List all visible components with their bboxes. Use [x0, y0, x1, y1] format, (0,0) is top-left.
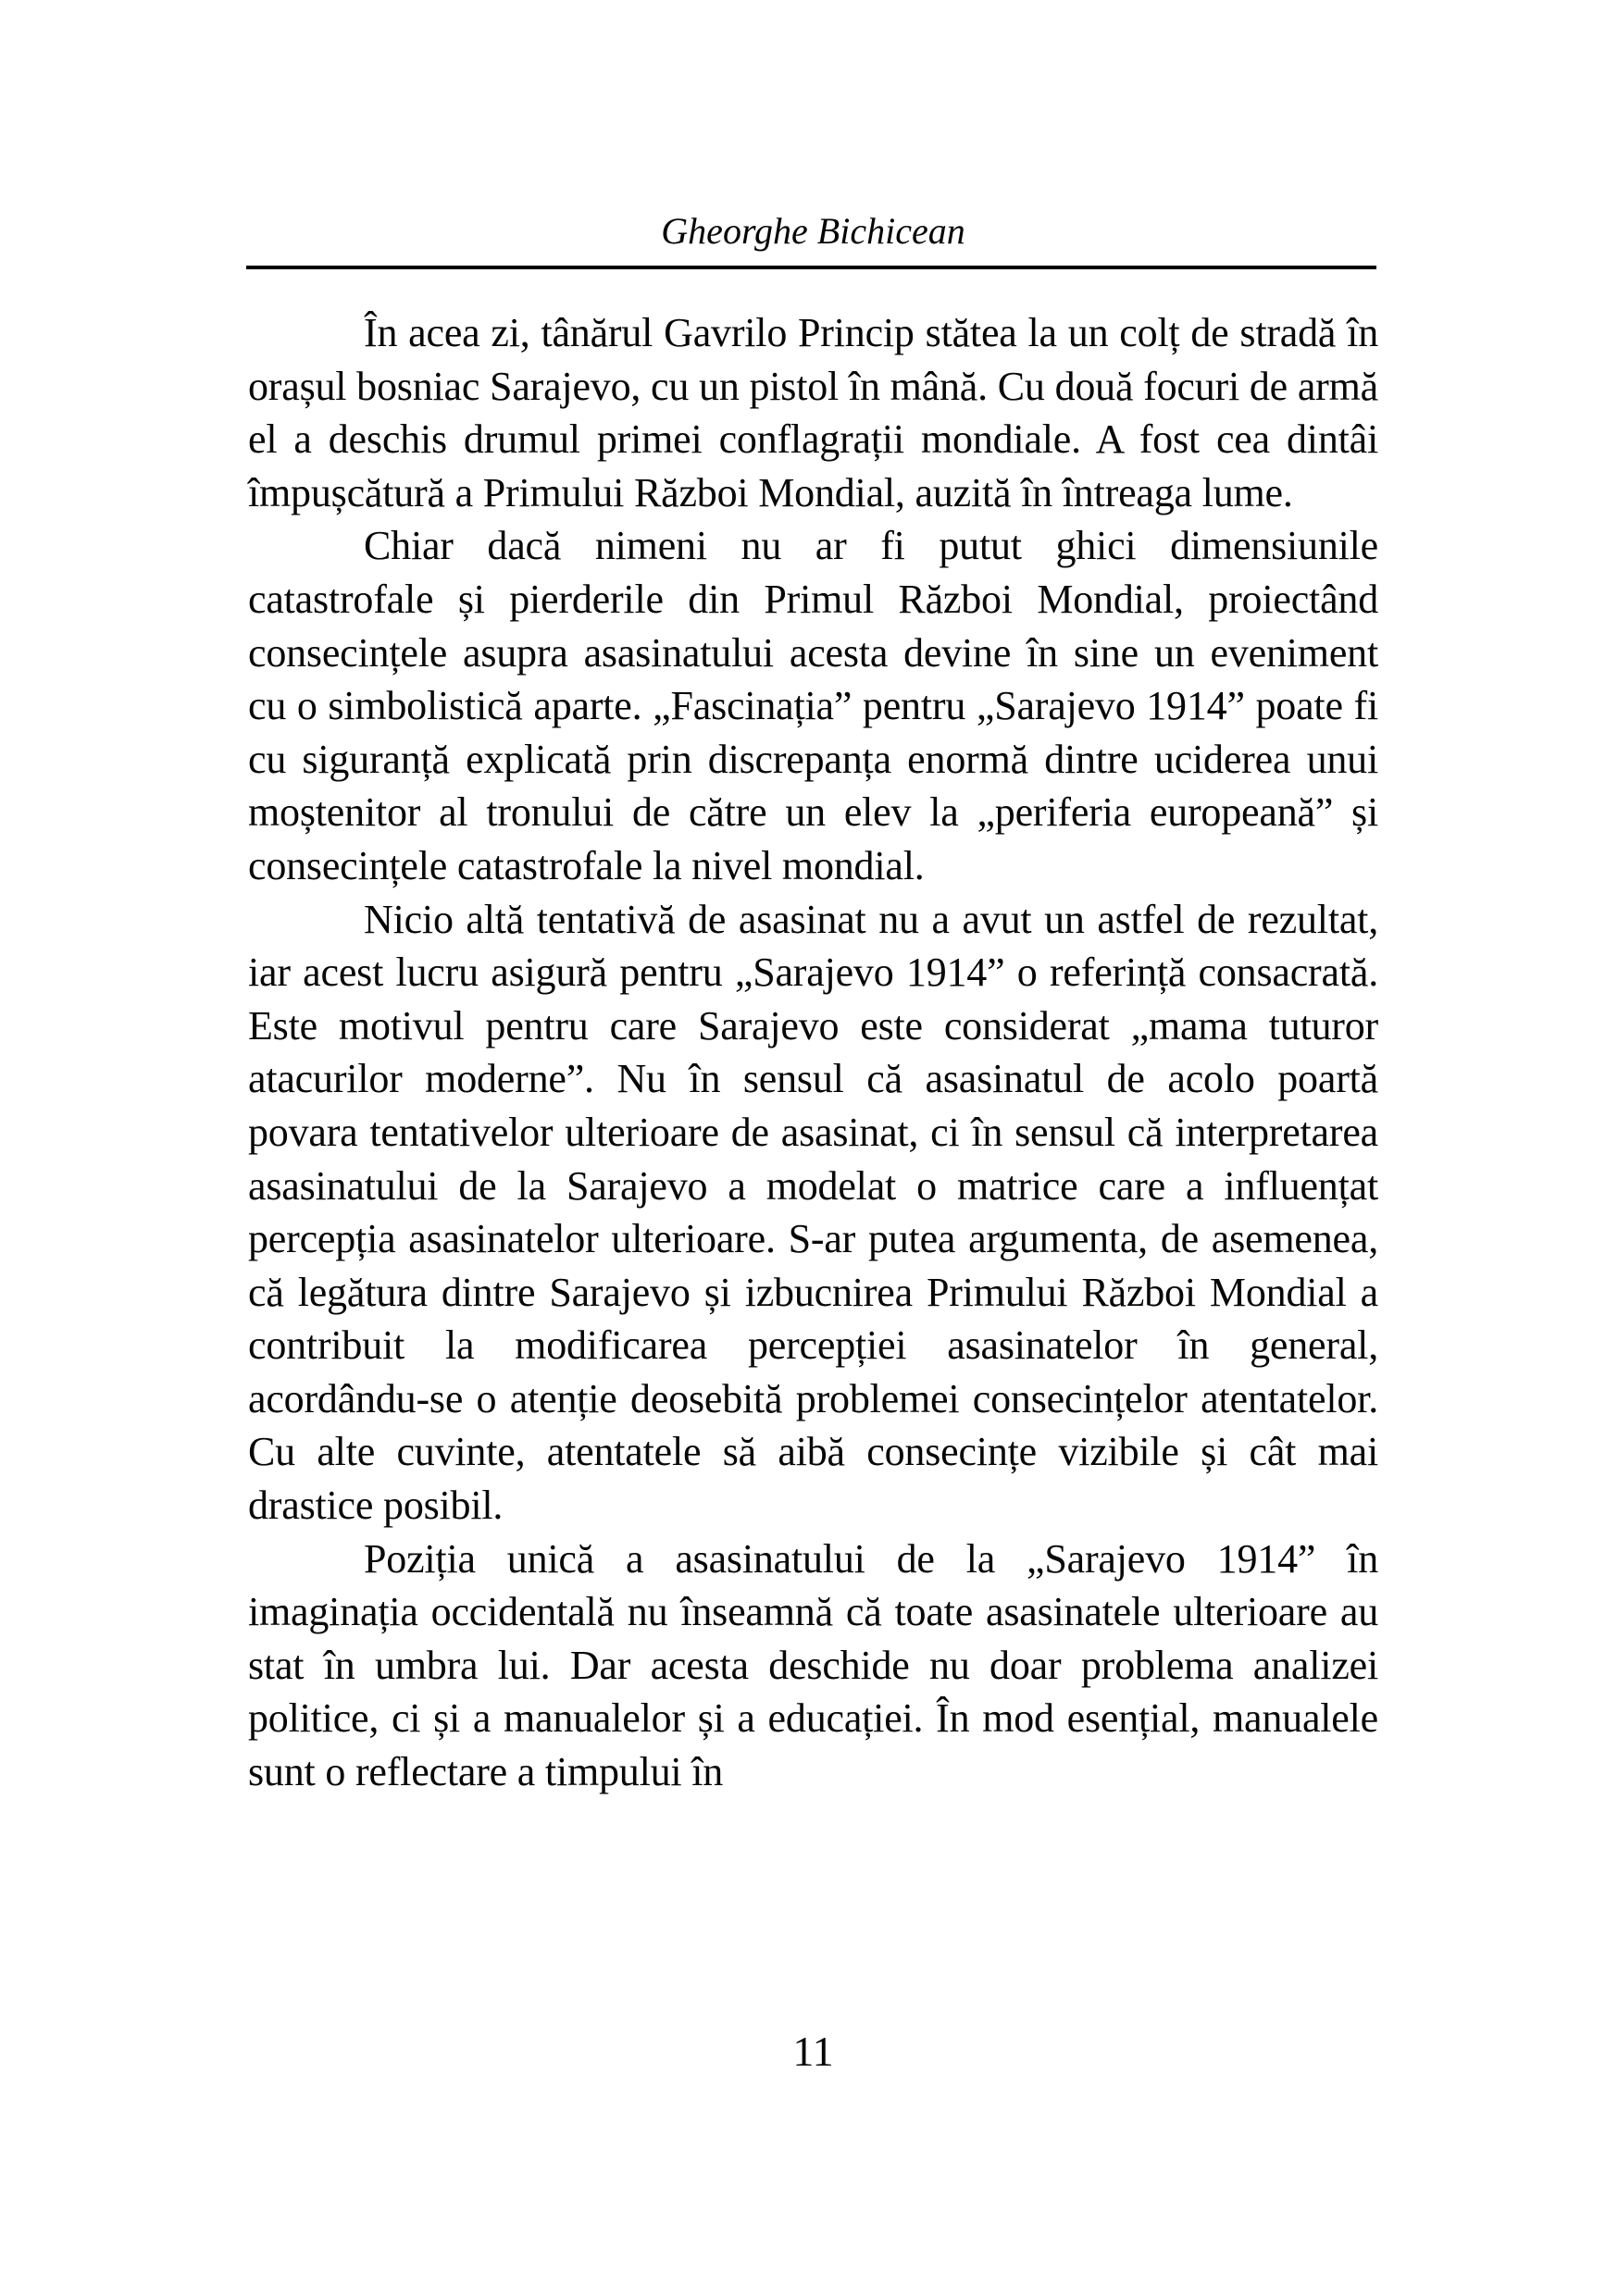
page-text-block [248, 306, 1378, 1799]
body-paragraph-4: Poziția unică a asasinatului de la „Sarajevo 1914” în imaginația occidentală nu înseamnă că toate asasinatele ulterioare au stat în umbra lui. Dar acesta deschide nu doar problema analizei politice, ci și a manualelor și a educației. În mod esențial, manualele sunt o reflectare a timpului în [248, 1535, 1378, 1795]
running-header-author: Gheorghe Bichicean [661, 210, 965, 252]
page-number: 11 [792, 2028, 834, 2075]
body-paragraph-1: În acea zi, tânărul Gavrilo Princip stătea la un colț de stradă în orașul bosniac Sarajevo, cu un pistol în mână. Cu două focuri de armă el a deschis drumul primei conflagrații mondiale. A fost cea dintâi împușcătură a Primului Război Mondial, auzită în întreaga lume. [248, 310, 1378, 515]
header-rule [246, 266, 1376, 269]
body-paragraph-3: Nicio altă tentativă de asasinat nu a avut un astfel de rezultat, iar acest lucru asigură pentru „Sarajevo 1914” o referință consacrată. Este motivul pentru care Sarajevo este considerat „mama tuturor atacurilor moderne”. Nu în sensul că asasinatul de acolo poartă povara tentativelor ulterioare de asasinat, ci în sensul că interpretarea asasinatului de la Sarajevo a modelat o matrice care a influențat percepția asasinatelor ulterioare. S-ar putea argumenta, de asemenea, că legătura dintre Sarajevo și izbucnirea Primului Război Mondial a contribuit la modificarea percepției asasinatelor în general, acordându-se o atenție deosebită problemei consecințelor atentatelor. Cu alte cuvinte, atentatele să aibă consecințe vizibile și cât mai drastice posibil. [248, 896, 1378, 1529]
body-paragraph-2: Chiar dacă nimeni nu ar fi putut ghici dimensiunile catastrofale și pierderile din Primul Război Mondial, proiectând consecințele asupra asasinatului acesta devine în sine un eveniment cu o simbolistică aparte. „Fascinația” pentru „Sarajevo 1914” poate fi cu siguranță explicată prin discrepanța enormă dintre uciderea unui moștenitor al tronului de către un elev la „periferia europeană” și consecințele catastrofale la nivel mondial. [248, 523, 1378, 888]
